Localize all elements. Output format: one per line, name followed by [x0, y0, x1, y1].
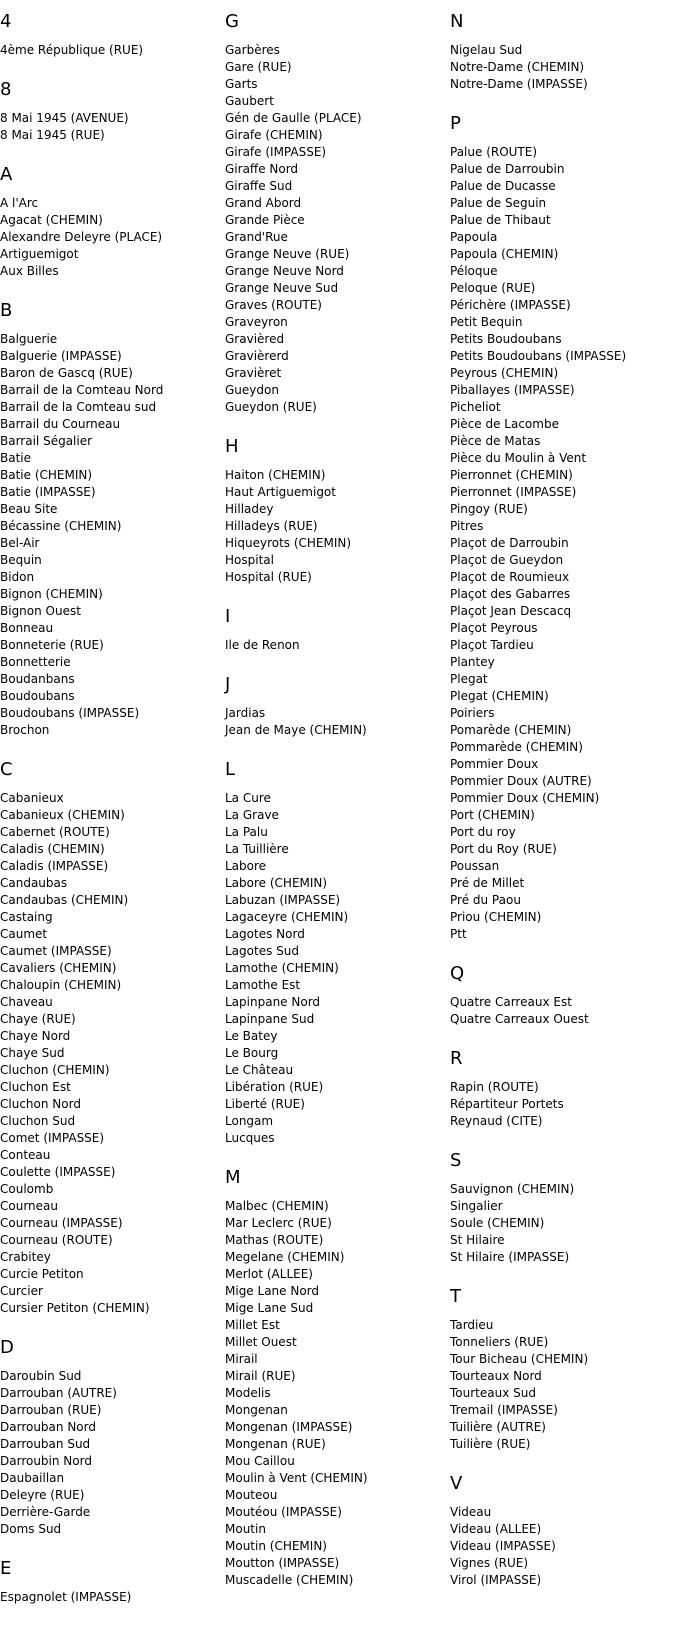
- street-name: Pingoy (RUE): [450, 502, 528, 516]
- street-name: Agacat (CHEMIN): [0, 213, 103, 227]
- street-name: Bequin: [0, 553, 42, 567]
- street-name: Chaveau: [0, 995, 53, 1009]
- street-name: Bonneau: [0, 621, 54, 635]
- street-name: Virol (IMPASSE): [450, 1573, 542, 1587]
- street-list: [225, 705, 440, 739]
- street-name: Bignon Ouest: [0, 604, 81, 618]
- section-letter-heading: G: [225, 11, 239, 32]
- street-name: Gare (RUE): [225, 60, 292, 74]
- street-name: Daroubin Sud: [0, 1369, 82, 1383]
- street-name: Millet Est: [225, 1318, 280, 1332]
- letter-section: [225, 675, 440, 739]
- street-list: [0, 1368, 215, 1538]
- street-name: Cavaliers (CHEMIN): [0, 961, 117, 975]
- street-name: La Palu: [225, 825, 268, 839]
- street-name: La Cure: [225, 791, 271, 805]
- street-name: Mongenan: [225, 1403, 288, 1417]
- street-name: Girafe (CHEMIN): [225, 128, 323, 142]
- section-letter-heading: P: [450, 113, 461, 134]
- street-list: [450, 144, 675, 943]
- street-name: Hilladey: [225, 502, 274, 516]
- street-name: Plaçot Peyrous: [450, 621, 538, 635]
- street-name: Tardieu: [450, 1318, 494, 1332]
- street-name: Gaubert: [225, 94, 274, 108]
- street-name: Plaçot de Darroubin: [450, 536, 569, 550]
- street-name: Jardias: [225, 706, 266, 720]
- street-name: Cluchon Nord: [0, 1097, 81, 1111]
- street-name: Pré de Millet: [450, 876, 525, 890]
- street-name: Candaubas (CHEMIN): [0, 893, 129, 907]
- street-name: Moutton (IMPASSE): [225, 1556, 340, 1570]
- street-list: [0, 42, 215, 59]
- street-name: Caumet: [0, 927, 48, 941]
- street-name: Plaçot Tardieu: [450, 638, 534, 652]
- street-name: Pièce de Lacombe: [450, 417, 559, 431]
- street-name: Rapin (ROUTE): [450, 1080, 539, 1094]
- section-letter-heading: E: [0, 1558, 12, 1579]
- street-name: Plaçot de Roumieux: [450, 570, 570, 584]
- street-name: Soule (CHEMIN): [450, 1216, 545, 1230]
- section-letter-heading: R: [450, 1048, 463, 1069]
- letter-section: [0, 12, 215, 59]
- street-name: Grand Abord: [225, 196, 302, 210]
- street-list: [450, 42, 675, 93]
- street-name: Tuilière (AUTRE): [450, 1420, 546, 1434]
- street-name: Cluchon (CHEMIN): [0, 1063, 110, 1077]
- street-name: Deleyre (RUE): [0, 1488, 85, 1502]
- street-name: Ile de Renon: [225, 638, 300, 652]
- street-name: Picheliot: [450, 400, 501, 414]
- street-name: Garbères: [225, 43, 280, 57]
- street-name: Chaye Nord: [0, 1029, 71, 1043]
- letter-section: [0, 301, 215, 739]
- street-name: St Hilaire (IMPASSE): [450, 1250, 570, 1264]
- street-name: Pommier Doux (CHEMIN): [450, 791, 600, 805]
- street-name: Piballayes (IMPASSE): [450, 383, 575, 397]
- street-name: Hospital (RUE): [225, 570, 312, 584]
- letter-section: [225, 437, 440, 586]
- street-name: Courneau (IMPASSE): [0, 1216, 123, 1230]
- street-name: Pièce du Moulin à Vent: [450, 451, 587, 465]
- street-name: Batie: [0, 451, 32, 465]
- street-name: Daubaillan: [0, 1471, 65, 1485]
- letter-section: [225, 12, 440, 416]
- street-name: Grand'Rue: [225, 230, 288, 244]
- street-list: [450, 994, 675, 1028]
- street-name: Péloque: [450, 264, 498, 278]
- section-letter-heading: I: [225, 606, 231, 627]
- street-name: Gravièred: [225, 332, 285, 346]
- street-name: A l'Arc: [0, 196, 39, 210]
- street-name: 8 Mai 1945 (RUE): [0, 128, 105, 142]
- street-name: Palue de Darroubin: [450, 162, 565, 176]
- street-name: Nigelau Sud: [450, 43, 523, 57]
- street-name: Lucques: [225, 1131, 275, 1145]
- street-name: Petit Bequin: [450, 315, 523, 329]
- street-name: Plaçot Jean Descacq: [450, 604, 572, 618]
- street-name: Périchère (IMPASSE): [450, 298, 571, 312]
- street-name: Darrouban (RUE): [0, 1403, 102, 1417]
- street-list: [0, 331, 215, 739]
- street-name: Pierronnet (IMPASSE): [450, 485, 577, 499]
- index-column-2: [225, 0, 440, 1610]
- street-name: Chaye (RUE): [0, 1012, 76, 1026]
- section-letter-heading: Q: [450, 963, 465, 984]
- street-name: Candaubas: [0, 876, 68, 890]
- street-name: Bécassine (CHEMIN): [0, 519, 122, 533]
- street-name: Lapinpane Sud: [225, 1012, 315, 1026]
- street-name: Gravièret: [225, 366, 282, 380]
- street-name: Alexandre Deleyre (PLACE): [0, 230, 163, 244]
- street-name: Palue (ROUTE): [450, 145, 538, 159]
- street-name: Palue de Thibaut: [450, 213, 551, 227]
- street-name: Petits Boudoubans: [450, 332, 562, 346]
- street-name: Darrouban Sud: [0, 1437, 91, 1451]
- street-name: Cluchon Est: [0, 1080, 71, 1094]
- section-letter-heading: N: [450, 11, 464, 32]
- letter-section: [450, 1049, 675, 1130]
- street-name: Muscadelle (CHEMIN): [225, 1573, 354, 1587]
- street-name: Pommier Doux: [450, 757, 539, 771]
- street-name: Crabitey: [0, 1250, 51, 1264]
- street-name: Videau (ALLEE): [450, 1522, 542, 1536]
- street-name: Singalier: [450, 1199, 503, 1213]
- street-name: Pomarède (CHEMIN): [450, 723, 572, 737]
- street-name: Grange Neuve Nord: [225, 264, 344, 278]
- street-name: St Hilaire: [450, 1233, 505, 1247]
- street-name: La Grave: [225, 808, 279, 822]
- letter-section: [450, 964, 675, 1028]
- street-name: Labore (CHEMIN): [225, 876, 328, 890]
- street-list: [0, 1589, 215, 1606]
- street-name: Haut Artiguemigot: [225, 485, 336, 499]
- street-name: Labore: [225, 859, 267, 873]
- street-name: La Tuillière: [225, 842, 289, 856]
- street-list: [225, 790, 440, 1147]
- street-name: Mongenan (IMPASSE): [225, 1420, 353, 1434]
- street-name: Comet (IMPASSE): [0, 1131, 105, 1145]
- street-name: Modelis: [225, 1386, 271, 1400]
- street-name: Caladis (IMPASSE): [0, 859, 109, 873]
- letter-section: [0, 80, 215, 144]
- street-name: Ptt: [450, 927, 467, 941]
- street-name: Quatre Carreaux Ouest: [450, 1012, 589, 1026]
- street-name: Plantey: [450, 655, 495, 669]
- section-letter-heading: C: [0, 759, 13, 780]
- street-name: Mouteou: [225, 1488, 278, 1502]
- section-letter-heading: T: [450, 1286, 461, 1307]
- street-name: Courneau (ROUTE): [0, 1233, 113, 1247]
- street-name: Grange Neuve Sud: [225, 281, 339, 295]
- street-name: Poussan: [450, 859, 500, 873]
- street-name: Batie (IMPASSE): [0, 485, 96, 499]
- street-name: Caumet (IMPASSE): [0, 944, 112, 958]
- street-name: Castaing: [0, 910, 53, 924]
- street-name: Cluchon Sud: [0, 1114, 76, 1128]
- street-list: [225, 637, 440, 654]
- street-name: Plaçot de Gueydon: [450, 553, 564, 567]
- street-name: Millet Ouest: [225, 1335, 297, 1349]
- street-name: Chaye Sud: [0, 1046, 65, 1060]
- street-name: Tuilière (RUE): [450, 1437, 531, 1451]
- letter-section: [0, 1338, 215, 1538]
- street-list: [450, 1504, 675, 1589]
- section-letter-heading: M: [225, 1167, 241, 1188]
- street-name: Pièce de Matas: [450, 434, 541, 448]
- section-letter-heading: A: [0, 164, 13, 185]
- section-letter-heading: 4: [0, 11, 12, 32]
- letter-section: [450, 114, 675, 943]
- street-name: Giraffe Sud: [225, 179, 293, 193]
- street-name: Boudoubans: [0, 689, 75, 703]
- street-name: Curcier: [0, 1284, 43, 1298]
- street-name: Brochon: [0, 723, 50, 737]
- street-name: Tonneliers (RUE): [450, 1335, 549, 1349]
- index-column-1: [0, 0, 215, 1627]
- street-name: Palue de Ducasse: [450, 179, 556, 193]
- street-name: Peloque (RUE): [450, 281, 536, 295]
- street-name: Port du roy: [450, 825, 516, 839]
- letter-section: [225, 760, 440, 1147]
- street-name: Mige Lane Sud: [225, 1301, 314, 1315]
- street-name: Notre-Dame (IMPASSE): [450, 77, 588, 91]
- street-name: Balguerie: [0, 332, 58, 346]
- street-name: Quatre Carreaux Est: [450, 995, 572, 1009]
- section-letter-heading: D: [0, 1337, 14, 1358]
- street-name: Cabanieux: [0, 791, 64, 805]
- street-name: Tourteaux Sud: [450, 1386, 536, 1400]
- street-name: Vignes (RUE): [450, 1556, 529, 1570]
- street-name: Videau: [450, 1505, 492, 1519]
- street-name: Le Bourg: [225, 1046, 279, 1060]
- street-name: Lagaceyre (CHEMIN): [225, 910, 349, 924]
- section-letter-heading: 8: [0, 79, 12, 100]
- street-name: Palue de Seguin: [450, 196, 547, 210]
- street-name: Haiton (CHEMIN): [225, 468, 326, 482]
- street-name: Boudoubans (IMPASSE): [0, 706, 140, 720]
- street-name: 8 Mai 1945 (AVENUE): [0, 111, 129, 125]
- section-letter-heading: L: [225, 759, 236, 780]
- street-name: Batie (CHEMIN): [0, 468, 93, 482]
- street-name: Courneau: [0, 1199, 58, 1213]
- street-name: Cabanieux (CHEMIN): [0, 808, 125, 822]
- section-letter-heading: S: [450, 1150, 462, 1171]
- street-name: Gravièrerd: [225, 349, 289, 363]
- street-name: Aux Billes: [0, 264, 59, 278]
- street-name: 4ème République (RUE): [0, 43, 144, 57]
- street-name: Libération (RUE): [225, 1080, 324, 1094]
- street-name: Derrière-Garde: [0, 1505, 91, 1519]
- street-name: Sauvignon (CHEMIN): [450, 1182, 575, 1196]
- street-name: Conteau: [0, 1148, 51, 1162]
- street-name: Darrouban Nord: [0, 1420, 96, 1434]
- street-name: Garts: [225, 77, 258, 91]
- street-name: Darroubin Nord: [0, 1454, 92, 1468]
- street-name: Mathas (ROUTE): [225, 1233, 324, 1247]
- letter-section: [225, 1168, 440, 1589]
- street-list: [0, 790, 215, 1317]
- letter-section: [225, 607, 440, 654]
- street-name: Bonnetterie: [0, 655, 71, 669]
- street-name: Mirail: [225, 1352, 258, 1366]
- letter-section: [0, 760, 215, 1317]
- street-name: Lagotes Nord: [225, 927, 305, 941]
- street-name: Graveyron: [225, 315, 288, 329]
- street-name: Videau (IMPASSE): [450, 1539, 556, 1553]
- street-list: [450, 1317, 675, 1453]
- street-name: Mongenan (RUE): [225, 1437, 326, 1451]
- street-name: Mirail (RUE): [225, 1369, 296, 1383]
- street-name: Balguerie (IMPASSE): [0, 349, 122, 363]
- street-name: Reynaud (CITE): [450, 1114, 543, 1128]
- street-name: Bel-Air: [0, 536, 40, 550]
- street-name: Peyrous (CHEMIN): [450, 366, 559, 380]
- street-name: Coulette (IMPASSE): [0, 1165, 116, 1179]
- street-list: [225, 42, 440, 416]
- street-name: Labuzan (IMPASSE): [225, 893, 341, 907]
- street-name: Megelane (CHEMIN): [225, 1250, 345, 1264]
- street-name: Graves (ROUTE): [225, 298, 322, 312]
- street-name: Barrail de la Comteau sud: [0, 400, 157, 414]
- street-list: [225, 1198, 440, 1589]
- street-name: Lapinpane Nord: [225, 995, 321, 1009]
- street-name: Papoula: [450, 230, 498, 244]
- street-name: Répartiteur Portets: [450, 1097, 564, 1111]
- street-name: Lamothe (CHEMIN): [225, 961, 339, 975]
- street-name: Malbec (CHEMIN): [225, 1199, 329, 1213]
- street-name: Hilladeys (RUE): [225, 519, 318, 533]
- street-name: Gueydon: [225, 383, 279, 397]
- street-list: [225, 467, 440, 586]
- street-name: Plegat (CHEMIN): [450, 689, 549, 703]
- letter-section: [450, 1474, 675, 1589]
- street-name: Mar Leclerc (RUE): [225, 1216, 332, 1230]
- section-letter-heading: J: [225, 674, 231, 695]
- street-list: [450, 1181, 675, 1266]
- street-name: Grande Pièce: [225, 213, 305, 227]
- section-letter-heading: B: [0, 300, 13, 321]
- street-list: [450, 1079, 675, 1130]
- street-name: Tremail (IMPASSE): [450, 1403, 558, 1417]
- letter-section: [450, 1287, 675, 1453]
- street-name: Notre-Dame (CHEMIN): [450, 60, 585, 74]
- street-name: Barrail de la Comteau Nord: [0, 383, 164, 397]
- street-name: Pré du Paou: [450, 893, 521, 907]
- street-name: Port (CHEMIN): [450, 808, 535, 822]
- street-name: Plaçot des Gabarres: [450, 587, 571, 601]
- street-name: Curcie Petiton: [0, 1267, 84, 1281]
- street-name: Plegat: [450, 672, 488, 686]
- street-name: Coulomb: [0, 1182, 54, 1196]
- street-name: Papoula (CHEMIN): [450, 247, 559, 261]
- street-name: Liberté (RUE): [225, 1097, 305, 1111]
- street-name: Bidon: [0, 570, 35, 584]
- street-name: Gueydon (RUE): [225, 400, 317, 414]
- street-name: Hospital: [225, 553, 274, 567]
- section-letter-heading: V: [450, 1473, 463, 1494]
- street-name: Chaloupin (CHEMIN): [0, 978, 122, 992]
- street-list: [0, 195, 215, 280]
- letter-section: [0, 1559, 215, 1606]
- street-name: Lamothe Est: [225, 978, 301, 992]
- letter-section: [450, 12, 675, 93]
- street-name: Beau Site: [0, 502, 58, 516]
- street-name: Bignon (CHEMIN): [0, 587, 103, 601]
- street-name: Gén de Gaulle (PLACE): [225, 111, 362, 125]
- street-name: Hiqueyrots (CHEMIN): [225, 536, 352, 550]
- street-name: Caladis (CHEMIN): [0, 842, 105, 856]
- street-name: Port du Roy (RUE): [450, 842, 557, 856]
- street-name: Longam: [225, 1114, 274, 1128]
- street-name: Giraffe Nord: [225, 162, 299, 176]
- street-name: Lagotes Sud: [225, 944, 299, 958]
- street-name: Petits Boudoubans (IMPASSE): [450, 349, 627, 363]
- street-name: Priou (CHEMIN): [450, 910, 542, 924]
- street-name: Moutin: [225, 1522, 266, 1536]
- street-name: Moutéou (IMPASSE): [225, 1505, 342, 1519]
- street-name: Barrail Ségalier: [0, 434, 93, 448]
- street-name: Tour Bicheau (CHEMIN): [450, 1352, 589, 1366]
- street-name: Moutin (CHEMIN): [225, 1539, 327, 1553]
- street-name: Grange Neuve (RUE): [225, 247, 350, 261]
- street-name: Le Château: [225, 1063, 294, 1077]
- street-name: Jean de Maye (CHEMIN): [225, 723, 367, 737]
- street-name: Pierronnet (CHEMIN): [450, 468, 573, 482]
- street-name: Doms Sud: [0, 1522, 62, 1536]
- index-column-3: [450, 0, 675, 1610]
- street-name: Espagnolet (IMPASSE): [0, 1590, 132, 1604]
- street-list: [0, 110, 215, 144]
- street-name: Pitres: [450, 519, 484, 533]
- street-name: Poiriers: [450, 706, 495, 720]
- street-name: Girafe (IMPASSE): [225, 145, 327, 159]
- letter-section: [450, 1151, 675, 1266]
- letter-section: [0, 165, 215, 280]
- street-name: Le Batey: [225, 1029, 278, 1043]
- street-name: Bonneterie (RUE): [0, 638, 104, 652]
- street-name: Artiguemigot: [0, 247, 79, 261]
- street-name: Tourteaux Nord: [450, 1369, 542, 1383]
- street-name: Boudanbans: [0, 672, 75, 686]
- street-name: Moulin à Vent (CHEMIN): [225, 1471, 368, 1485]
- street-name: Barrail du Courneau: [0, 417, 121, 431]
- street-name: Mige Lane Nord: [225, 1284, 320, 1298]
- street-name: Cursier Petiton (CHEMIN): [0, 1301, 150, 1315]
- street-name: Darrouban (AUTRE): [0, 1386, 117, 1400]
- street-name: Merlot (ALLEE): [225, 1267, 313, 1281]
- street-name: Mou Caillou: [225, 1454, 295, 1468]
- street-name: Cabernet (ROUTE): [0, 825, 110, 839]
- street-name: Pommier Doux (AUTRE): [450, 774, 592, 788]
- street-name: Baron de Gascq (RUE): [0, 366, 133, 380]
- street-name: Pommarède (CHEMIN): [450, 740, 583, 754]
- section-letter-heading: H: [225, 436, 239, 457]
